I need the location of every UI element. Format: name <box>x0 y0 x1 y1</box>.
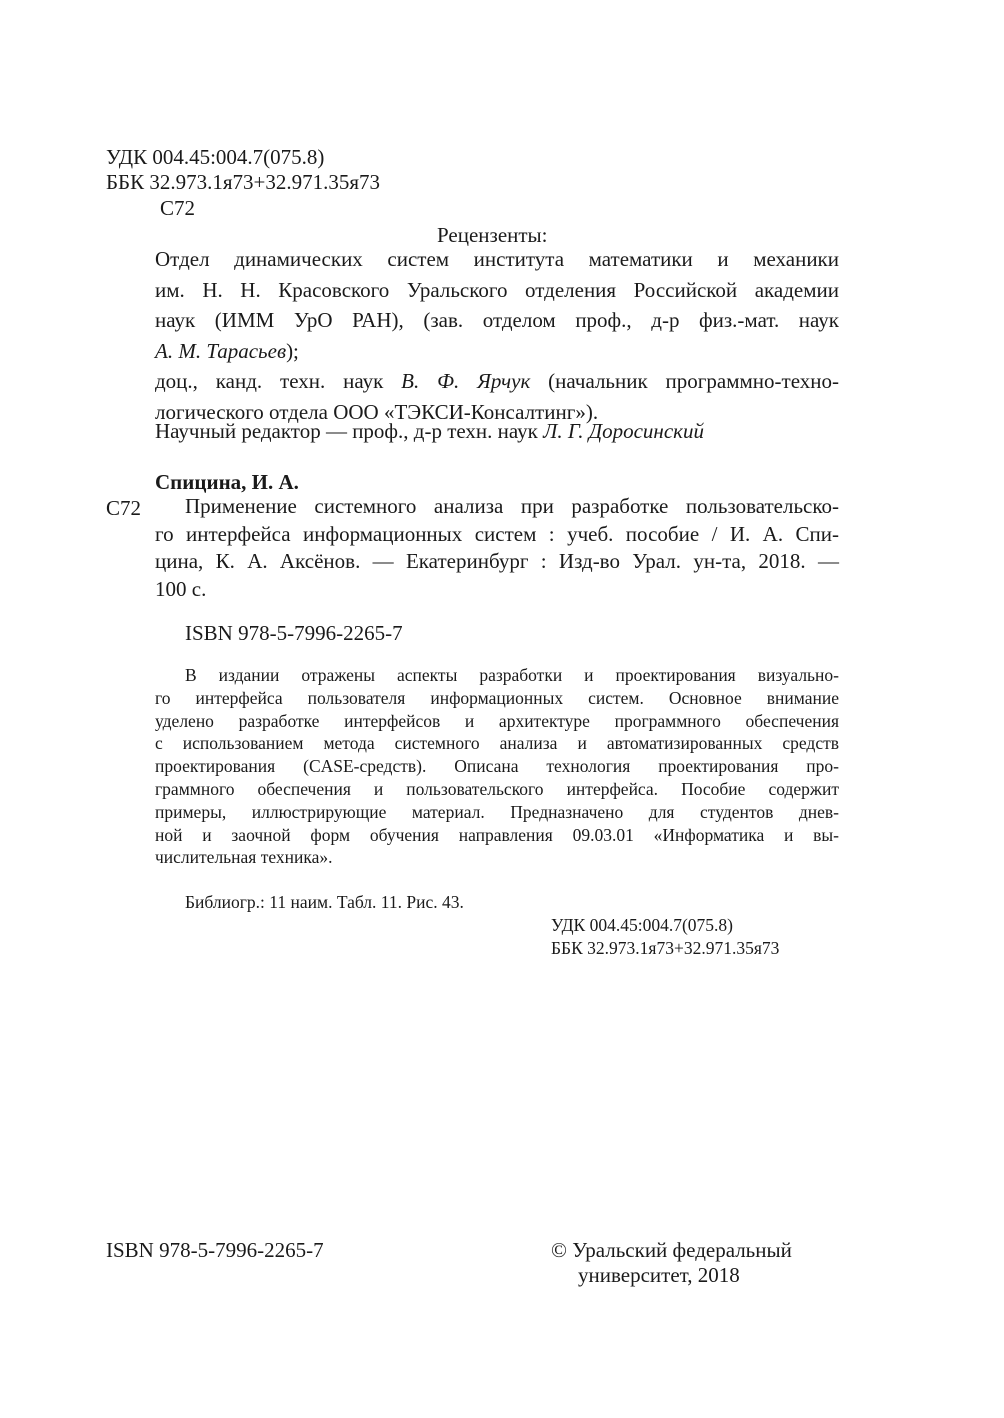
reviewers-line-2: им. Н. Н. Красовского Уральского отделения Российской академии <box>155 277 839 302</box>
abstract-line-1: В издании отражены аспекты разработки и проектирования визуально- <box>185 665 839 685</box>
abstract-line-8: ной и заочной форм обучения направления 09.03.01 «Информатика и вы- <box>155 824 839 845</box>
reviewers-line-4: А. М. Тарасьев); <box>155 338 299 363</box>
author-heading: Спицина, И. А. <box>155 470 299 494</box>
abstract-line-3: уделено разработке интерфейсов и архитектуре программного обеспечения <box>155 710 839 731</box>
bib-line-4: 100 с. <box>155 576 207 601</box>
reviewers-line-5: доц., канд. техн. наук В. Ф. Ярчук (начальник программно-техно- <box>155 369 839 393</box>
reviewers-line-3: наук (ИММ УрО РАН), (зав. отделом проф., д-р физ.-мат. наук <box>155 308 839 332</box>
footer-isbn: ISBN 978-5-7996-2265-7 <box>106 1238 324 1262</box>
abstract-line-2: го интерфейса пользователя информационных систем. Основное внимание <box>155 687 839 708</box>
bibliography-count: Библиогр.: 11 наим. Табл. 11. Рис. 43. <box>185 892 464 912</box>
abstract-udk: УДК 004.45:004.7(075.8) <box>551 915 733 935</box>
bib-entry <box>155 493 839 603</box>
reviewers-heading: Рецензенты: <box>437 223 548 247</box>
bib-line-2: го интерфейса информационных систем : учеб. пособие / И. А. Спи- <box>155 521 839 546</box>
author-sign-code: С72 <box>160 196 196 220</box>
udk-code: УДК 004.45:004.7(075.8) <box>106 145 325 169</box>
reviewers-line-6: логического отдела ООО «ТЭКСИ-Консалтинг»). <box>155 399 599 424</box>
scientific-editor: Научный редактор — проф., д-р техн. наук Л. Г. Доросинский <box>155 419 704 443</box>
bib-line-3: цина, К. А. Аксёнов. — Екатеринбург : Изд-во Урал. ун-та, 2018. — <box>155 549 839 573</box>
abstract-line-4: с использованием метода системного анализа и автоматизированных средств <box>155 733 839 754</box>
reviewer-name-1: А. М. Тарасьев <box>155 338 287 363</box>
abstract-line-7: примеры, иллюстрирующие материал. Предназначено для студентов днев- <box>155 801 839 822</box>
editor-name: Л. Г. Доросинский <box>543 419 704 443</box>
copyright-line-1: © Уральский федеральный <box>551 1238 792 1262</box>
bib-isbn: ISBN 978-5-7996-2265-7 <box>185 621 403 645</box>
reviewer-name-2: В. Ф. Ярчук <box>401 369 531 393</box>
bib-code: С72 <box>106 496 142 520</box>
reviewers-block <box>155 244 839 427</box>
abstract-line-6: граммного обеспечения и пользовательского интерфейса. Пособие содержит <box>155 778 839 799</box>
reviewers-line-1: Отдел динамических систем института математики и механики <box>155 247 839 271</box>
abstract-line-5: проектирования (CASE-средств). Описана технология проектирования про- <box>155 756 839 777</box>
abstract-line-9: числительная техника». <box>155 847 333 868</box>
abstract <box>155 664 839 869</box>
bib-line-1: Применение системного анализа при разработке пользовательско- <box>185 494 839 518</box>
abstract-bbk: ББК 32.973.1я73+32.971.35я73 <box>551 938 780 958</box>
copyright-line-2: университет, 2018 <box>578 1263 740 1287</box>
bbk-code: ББК 32.973.1я73+32.971.35я73 <box>106 170 381 194</box>
